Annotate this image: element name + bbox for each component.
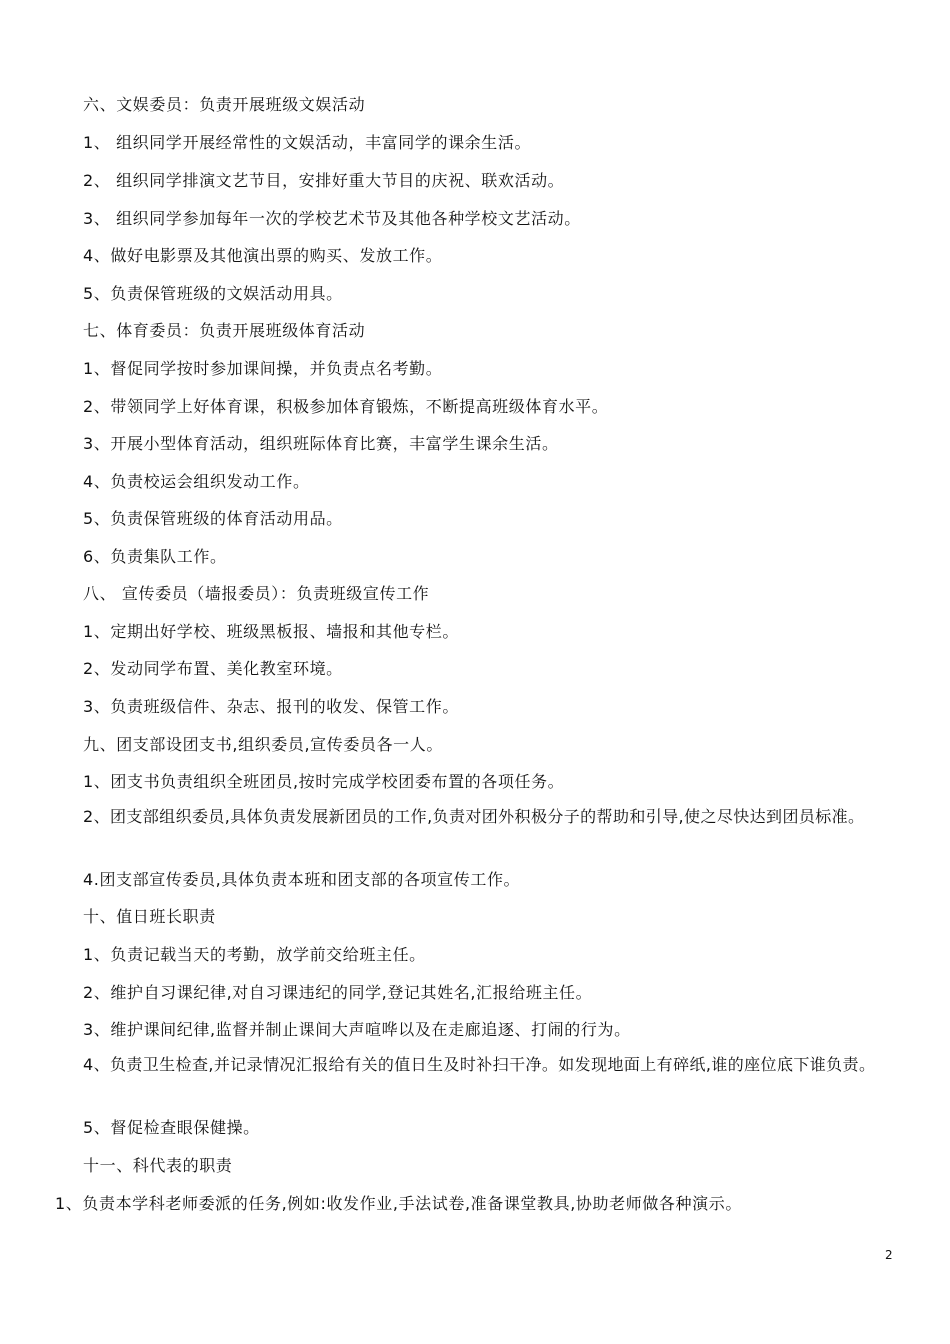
section-heading-9: 九、团支部设团支书,组织委员,宣传委员各一人。 [83,735,443,754]
section-heading-10: 十、值日班长职责 [83,907,216,926]
list-item: 4、做好电影票及其他演出票的购买、发放工作。 [83,246,443,265]
list-item: 4、负责校运会组织发动工作。 [83,472,310,491]
list-item: 5、督促检查眼保健操。 [83,1118,260,1137]
list-item: 3、 组织同学参加每年一次的学校艺术节及其他各种学校文艺活动。 [83,209,581,228]
section-heading-8: 八、 宣传委员（墙报委员）：负责班级宣传工作 [83,584,430,603]
list-item: 1、 组织同学开展经常性的文娱活动，丰富同学的课余生活。 [83,133,532,152]
list-item: 1、督促同学按时参加课间操，并负责点名考勤。 [83,359,443,378]
list-item: 2、发动同学布置、美化教室环境。 [83,659,343,678]
page-number: 2 [885,1248,893,1262]
list-item: 2、 组织同学排演文艺节目，安排好重大节目的庆祝、联欢活动。 [83,171,565,190]
list-item: 1、负责记载当天的考勤，放学前交给班主任。 [83,945,426,964]
list-item: 2、团支部组织委员,具体负责发展新团员的工作,负责对团外积极分子的帮助和引导,使之尽快达到团员标准。 [83,807,865,826]
list-item: 3、维护课间纪律,监督并制止课间大声喧哗以及在走廊追逐、打闹的行为。 [83,1020,631,1039]
list-item: 3、开展小型体育活动，组织班际体育比赛，丰富学生课余生活。 [83,434,559,453]
list-item: 4.团支部宣传委员,具体负责本班和团支部的各项宣传工作。 [83,870,521,889]
list-item: 1、负责本学科老师委派的任务,例如:收发作业,手法试卷,准备课堂教具,协助老师做各种演示。 [55,1194,742,1213]
list-item: 1、团支书负责组织全班团员,按时完成学校团委布置的各项任务。 [83,772,565,791]
list-item: 4、负责卫生检查,并记录情况汇报给有关的值日生及时补扫干净。如发现地面上有碎纸,谁的座位底下谁负责。 [83,1055,876,1074]
list-item: 1、定期出好学校、班级黑板报、墙报和其他专栏。 [83,622,459,641]
list-item: 2、维护自习课纪律,对自习课违纪的同学,登记其姓名,汇报给班主任。 [83,983,593,1002]
list-item: 5、负责保管班级的体育活动用品。 [83,509,343,528]
section-heading-6: 六、文娱委员：负责开展班级文娱活动 [83,95,366,114]
list-item: 3、负责班级信件、杂志、报刊的收发、保管工作。 [83,697,459,716]
list-item: 5、负责保管班级的文娱活动用具。 [83,284,343,303]
section-heading-11: 十一、科代表的职责 [83,1156,233,1175]
section-heading-7: 七、体育委员：负责开展班级体育活动 [83,321,366,340]
list-item: 2、带领同学上好体育课，积极参加体育锻炼，不断提高班级体育水平。 [83,397,609,416]
list-item: 6、负责集队工作。 [83,547,227,566]
